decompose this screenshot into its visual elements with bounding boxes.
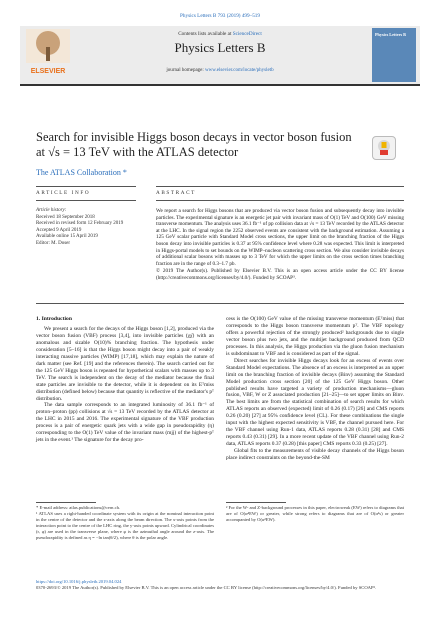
history-online: Available online 15 April 2019 xyxy=(36,234,98,240)
abstract-bottom-rule xyxy=(36,303,404,304)
doi-link[interactable]: https://doi.org/10.1016/j.physletb.2019.04.024 xyxy=(36,579,122,584)
cover-journal-name: Physics Letters B xyxy=(375,32,406,37)
intro-paragraph: Direct searches for invisible Higgs decays look for an excess of events over Standard Model expectations. The absence of an excess is interpreted as an upper limit on the branching fraction of invisible decays (Binv) assuming the Standard Model production cross section [20] of the 125 GeV Higgs boson. Other published results have targeted a variety of production mechanisms—gluon fusion, VBF, W or Z associated production [21–25]—to set upper limits on Binv. The best limits are from the statistical combination of search results for which ATLAS reports an observed (expected) limit of 0.26 (0.17) [26] and CMS reports 0.26 (0.20) [27] at 95% confidence level (CL). For these combinations the single input with the highest expected sensitivity is VBF, the channel pursued here. For the VBF channel using Run-1 data, ATLAS reports 0.28 (0.31) [28] and CMS reports 0.43 (0.31) [29]. In a more recent update of the VBF channel using Run-2 data, ATLAS reports 0.37 (0.28) [this paper] CMS reports 0.33 (0.25) [27]. xyxy=(226,357,404,448)
sciencedirect-link[interactable]: ScienceDirect xyxy=(232,31,262,37)
journal-cover-image xyxy=(372,28,416,82)
history-received: Received 18 September 2018 xyxy=(36,214,95,220)
publisher-wordmark: ELSEVIER xyxy=(30,68,66,75)
footnotes-left xyxy=(36,505,214,540)
header-rule xyxy=(20,84,420,86)
abstract-heading-rule xyxy=(156,200,404,201)
abstract-copyright: © 2019 The Author(s). Published by Elsevier B.V. This is an open access article under the CC BY license (http://creativecommons.org/licenses/by/4.0/). Funded by SCOAP³. xyxy=(156,268,404,281)
footnote-ew-strong: ² For the W- and Z-background processes in this paper, electroweak (EW) refers to diagrams that are of O(α⁴EW) or greater, while strong refers to diagrams that are of O(α²s) or greater accompanied by O(α²EW). xyxy=(226,505,404,522)
intro-paragraph: cess is the O(100) GeV value of the missing transverse momentum (Eᵀmiss) that corresponds to the Higgs boson transverse momentum pᵀ. The VBF topology offers a powerful rejection of the strongly produced² backgrounds due to single vector boson plus two jets, and the multijet background produced from QCD processes. In this analysis, the Higgs production via the gluon fusion mechanism is subdominant to VBF and is considered as part of the signal. xyxy=(226,316,404,357)
intro-paragraph: Global fits to the measurements of visible decay channels of the Higgs boson place indirect constraints on the beyond-the-SM xyxy=(226,448,404,462)
info-heading-rule xyxy=(36,200,136,201)
author-line[interactable]: The ATLAS Collaboration * xyxy=(36,168,127,177)
section-heading-introduction: 1. Introduction xyxy=(36,316,72,322)
info-top-rule xyxy=(36,186,136,187)
journal-name: Physics Letters B xyxy=(174,40,266,55)
intro-paragraph: The data sample corresponds to an integrated luminosity of 36.1 fb⁻¹ of proton–proton (pp) collisions at √s = 13 TeV recorded by the ATLAS detector at the LHC in 2015 and 2016. The experimental signature of the VBF production process is a pair of energetic quark jets with a wide gap in pseudorapidity (η) corresponding to the O(1) TeV value of the invariant mass (mjj) of the highest-pᵀ jets in the event.¹ The signature for the decay pro- xyxy=(36,402,214,444)
contents-prefix: Contents lists available at xyxy=(178,31,233,37)
footnote-email[interactable]: * E-mail address: atlas.publications@cern.ch. xyxy=(36,505,121,510)
intro-column-2 xyxy=(226,316,404,462)
license-text: 0370-2693/© 2019 The Author(s). Published by Elsevier B.V. This is an open access article under the CC BY license (http://creativecommons.org/licenses/by/4.0/). Funded by SCOAP³. xyxy=(36,584,377,590)
article-info-heading: ARTICLE INFO xyxy=(36,190,91,196)
journal-homepage: journal homepage: www.elsevier.com/locate/physletb xyxy=(166,68,274,73)
abstract-text: We report a search for Higgs bosons that are produced via vector boson fusion and subsequently decay into invisible particles. The experimental signature is an energetic jet pair with invariant mass of O(1) TeV and O(100) GeV missing transverse momentum. The analysis uses 36.1 fb⁻¹ of pp collision data at √s = 13 TeV recorded by the ATLAS detector at the LHC. In the signal region the 2252 observed events are consistent with the background estimation. Assuming a 125 GeV scalar particle with Standard Model cross sections, the upper limit on the branching fraction of the Higgs boson decay into invisible particles is 0.37 at 95% confidence level where 0.28 was expected. This limit is interpreted in Higgs-portal models to set bounds on the WIMP–nucleon scattering cross section. We also consider invisible decays of additional scalar bosons with masses up to 3 TeV for which the upper limits on the cross section times branching fraction are in the range of 0.3–1.7 pb. xyxy=(156,208,404,267)
title-line-1: Search for invisible Higgs boson decays in vector boson fusion xyxy=(36,130,352,144)
article-title xyxy=(36,130,356,160)
history-revised: Received in revised form 12 February 2019 xyxy=(36,221,124,227)
article-history xyxy=(36,208,136,248)
journal-reference[interactable]: Physics Letters B 793 (2019) 499–519 xyxy=(180,13,260,19)
intro-paragraph: We present a search for the decays of the Higgs boson [1,2], produced via the vector boson fusion (VBF) process [3,4], into invisible particles (χχ̄) with an anomalous and sizable O(10)% branching fraction. The hypothesis under consideration [5–16] is that the Higgs boson might decay into a pair of weakly interacting massive particles (WIMP) [17,18], which may explain the nature of dark matter (see Ref. [19] and the references therein). The search carried out for the 125 GeV Higgs boson is repeated for hypothetical scalars with masses up to 3 TeV. The search is independent on the decay of the mediator because the final state particles are invisible to the detector, while it is dependent on its Eᵀmiss distribution (defined below) because that quantity is reflective of the mediator's pᵀ distribution. xyxy=(36,326,214,402)
elsevier-logo xyxy=(22,27,74,77)
history-label: Article history: xyxy=(36,208,67,213)
history-editor: Editor: M. Doser xyxy=(36,240,71,246)
page-footer xyxy=(36,579,404,591)
abstract-body xyxy=(156,208,404,282)
footnotes-right xyxy=(226,505,404,523)
logo-tree-trunk xyxy=(46,47,50,61)
crossmark-icon[interactable] xyxy=(372,136,396,160)
abstract-heading: ABSTRACT xyxy=(156,190,196,196)
contents-line xyxy=(20,31,420,37)
intro-column-1 xyxy=(36,326,214,444)
history-accepted: Accepted 9 April 2019 xyxy=(36,227,82,233)
homepage-link[interactable]: www.elsevier.com/locate/physletb xyxy=(205,68,274,73)
title-line-2: at √s = 13 TeV with the ATLAS detector xyxy=(36,145,239,159)
abstract-top-rule xyxy=(156,186,404,187)
footnote-coordinates: ¹ ATLAS uses a right-handed coordinate system with its origin at the nominal interaction point in the centre of the detector and the z-axis along the beam direction. The x-axis points from the interaction point to the centre of the LHC ring, the y-axis points upward. Cylindrical coordinates (r, φ) are used in the transverse plane, where φ is the azimuthal angle around the z-axis. The pseudorapidity is defined as η = −ln tan(θ/2), where θ is the polar angle. xyxy=(36,510,214,540)
